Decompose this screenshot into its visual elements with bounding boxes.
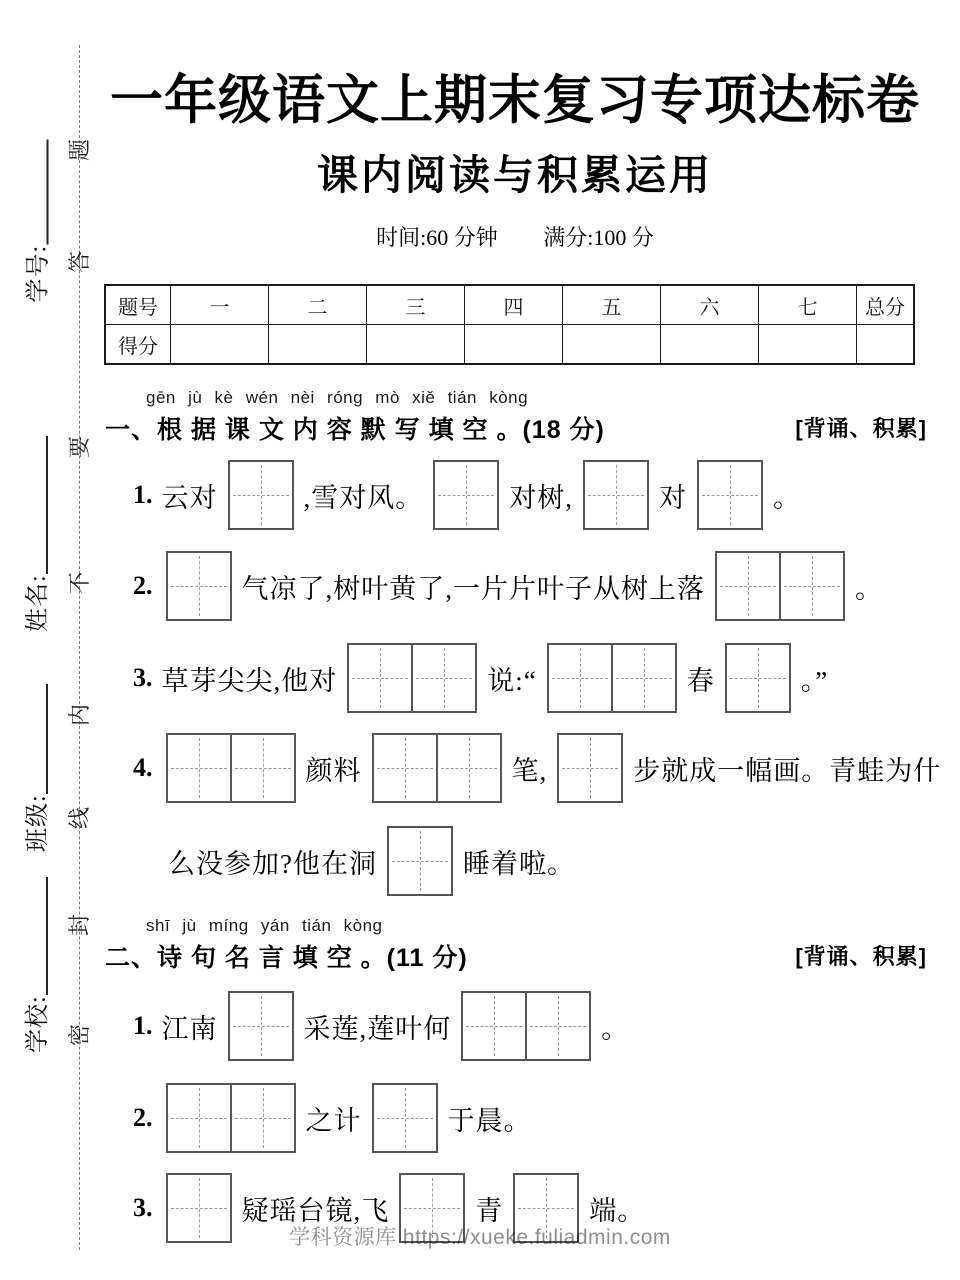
grid-cell[interactable] (230, 462, 292, 528)
score-cell-blank[interactable] (465, 325, 563, 365)
question-text: 。 (773, 482, 801, 513)
seal-char: 答 (67, 251, 92, 274)
question-number: 2. (133, 1103, 153, 1132)
question-text: 青 (475, 1195, 504, 1226)
question-text: 春 (686, 665, 715, 696)
seal-char: 不 (67, 572, 92, 595)
student-info-blank[interactable] (46, 684, 48, 794)
question-text: 。” (800, 665, 829, 696)
grid-cell[interactable] (374, 735, 436, 801)
question-text: 步就成一幅画。青蛙为什 (633, 755, 942, 786)
student-info-field (22, 418, 52, 632)
question-line-section1 (133, 551, 886, 621)
grid-cell[interactable] (389, 828, 451, 894)
section2-tag: [背诵、积累] (795, 944, 927, 969)
seal-char: 密 (67, 1024, 92, 1047)
answer-grid-box[interactable] (583, 460, 649, 530)
answer-grid-box[interactable] (347, 643, 477, 713)
answer-grid-box[interactable] (433, 460, 499, 530)
exam-meta (100, 221, 930, 252)
question-text: 之计 (305, 1105, 362, 1136)
answer-grid-box[interactable] (228, 460, 294, 530)
answer-grid-box[interactable] (372, 733, 502, 803)
section1-heading-row (105, 410, 927, 446)
grid-cell[interactable] (463, 993, 525, 1059)
score-table (104, 284, 915, 365)
page-title: 一年级语文上期末复习专项达标卷 (110, 71, 920, 130)
seal-char: 内 (67, 704, 92, 727)
question-number: 3. (133, 663, 153, 692)
grid-cell[interactable] (779, 553, 843, 619)
section2-heading: 二、诗 句 名 言 填 空 。(11 分) (105, 944, 468, 972)
student-info-label: 姓名: (25, 574, 51, 632)
question-text: ,雪对风。 (303, 482, 424, 513)
score-cell-blank[interactable] (759, 325, 857, 365)
student-info-label: 学校: (25, 995, 51, 1053)
question-number: 1. (133, 480, 153, 509)
grid-cell[interactable] (168, 553, 230, 619)
question-text: 端。 (589, 1195, 646, 1226)
section1-pinyin: gēn jù kè wén nèi róng mò xiě tián kòng (146, 388, 529, 407)
score-table-col-header: 三 (367, 285, 465, 325)
section2-pinyin: shī jù míng yán tián kòng (146, 916, 383, 935)
seal-char: 题 (67, 139, 92, 162)
grid-cell[interactable] (435, 462, 497, 528)
question-line-section1 (133, 460, 804, 530)
score-row-label: 得分 (105, 325, 171, 365)
score-cell-blank[interactable] (563, 325, 661, 365)
grid-cell[interactable] (549, 645, 611, 711)
student-info-blank[interactable] (46, 436, 48, 574)
score-table-col-header: 一 (171, 285, 269, 325)
question-text: 气凉了,树叶黄了,一片片叶子从树上落 (241, 573, 705, 604)
question-text: 云对 (161, 482, 218, 513)
grid-cell[interactable] (717, 553, 779, 619)
section1-tag: [背诵、积累] (795, 416, 927, 441)
score-cell-blank[interactable] (269, 325, 367, 365)
question-text: 说:“ (487, 665, 537, 696)
student-info-field (23, 128, 53, 303)
score-table-col-header: 六 (661, 285, 759, 325)
page-subtitle: 课内阅读与积累运用 (317, 152, 713, 198)
score-table-col-header: 二 (269, 285, 367, 325)
question-text: 草芽尖尖,他对 (161, 665, 338, 696)
grid-cell[interactable] (411, 645, 475, 711)
grid-cell[interactable] (585, 462, 647, 528)
answer-grid-box[interactable] (461, 991, 591, 1061)
answer-grid-box[interactable] (166, 733, 296, 803)
score-table-col-header: 四 (465, 285, 563, 325)
score-table-corner: 题号 (105, 285, 171, 325)
answer-grid-box[interactable] (547, 643, 677, 713)
grid-cell[interactable] (230, 735, 294, 801)
grid-cell[interactable] (230, 1085, 294, 1151)
student-info-blank[interactable] (47, 140, 49, 245)
question-text: 颜料 (305, 755, 362, 786)
answer-grid-box[interactable] (725, 643, 791, 713)
score-cell-blank[interactable] (367, 325, 465, 365)
grid-cell[interactable] (349, 645, 411, 711)
question-text: 对树, (509, 482, 573, 513)
seal-char: 线 (67, 807, 92, 830)
grid-cell[interactable] (611, 645, 675, 711)
seal-char: 要 (67, 436, 92, 459)
question-text: 么没参加?他在洞 (168, 848, 377, 879)
grid-cell[interactable] (168, 735, 230, 801)
question-line-section1 (133, 643, 831, 713)
section2-heading-row (105, 938, 927, 974)
question-line-section2 (133, 1083, 535, 1153)
grid-cell[interactable] (525, 993, 589, 1059)
student-info-label: 班级: (25, 794, 51, 852)
answer-grid-box[interactable] (387, 826, 453, 896)
question-line-section1 (165, 826, 578, 896)
question-line-section2 (133, 991, 632, 1061)
score-cell-blank[interactable] (661, 325, 759, 365)
answer-grid-box[interactable] (228, 991, 294, 1061)
grid-cell[interactable] (727, 645, 789, 711)
answer-grid-box[interactable] (715, 551, 845, 621)
question-text: 于晨。 (447, 1105, 532, 1136)
student-info-blank[interactable] (46, 877, 48, 995)
question-number: 1. (133, 1011, 153, 1040)
question-number: 2. (133, 571, 153, 600)
answer-grid-box[interactable] (166, 551, 232, 621)
student-info-label: 学号: (25, 244, 52, 303)
question-text: 笔, (511, 755, 548, 786)
watermark-text: 学科资源库 https://xueke.fuliadmin.com (289, 1226, 671, 1249)
seal-dashed-line (79, 45, 80, 1250)
score-cell-blank[interactable] (171, 325, 269, 365)
score-cell-blank[interactable] (857, 325, 915, 365)
grid-cell[interactable] (699, 462, 761, 528)
grid-cell[interactable] (374, 1085, 436, 1151)
question-text: 。 (855, 573, 883, 604)
answer-grid-box[interactable] (557, 733, 623, 803)
question-text: 对 (659, 482, 687, 513)
grid-cell[interactable] (230, 993, 292, 1059)
time-limit: 时间:60 分钟 (376, 225, 498, 250)
grid-cell[interactable] (559, 735, 621, 801)
score-table-col-header: 五 (563, 285, 661, 325)
student-info-field (22, 674, 52, 852)
question-line-section1 (133, 733, 944, 803)
answer-grid-box[interactable] (372, 1083, 438, 1153)
student-info-field (22, 867, 52, 1053)
seal-char: 封 (67, 914, 92, 937)
section1-heading: 一、根 据 课 文 内 容 默 写 填 空 。(18 分) (105, 416, 605, 444)
question-text: 睡着啦。 (462, 848, 575, 879)
question-text: 江南 (161, 1013, 218, 1044)
answer-grid-box[interactable] (697, 460, 763, 530)
score-table-col-header: 七 (759, 285, 857, 325)
question-number: 3. (133, 1193, 153, 1222)
score-table-col-header: 总分 (857, 285, 915, 325)
grid-cell[interactable] (436, 735, 500, 801)
question-text: 。 (601, 1013, 630, 1044)
full-score: 满分:100 分 (543, 225, 654, 250)
question-text: 采莲,莲叶何 (303, 1013, 452, 1044)
answer-grid-box[interactable] (166, 1083, 296, 1153)
question-number: 4. (133, 753, 153, 782)
question-text: 疑瑶台镜,飞 (241, 1195, 390, 1226)
grid-cell[interactable] (168, 1085, 230, 1151)
